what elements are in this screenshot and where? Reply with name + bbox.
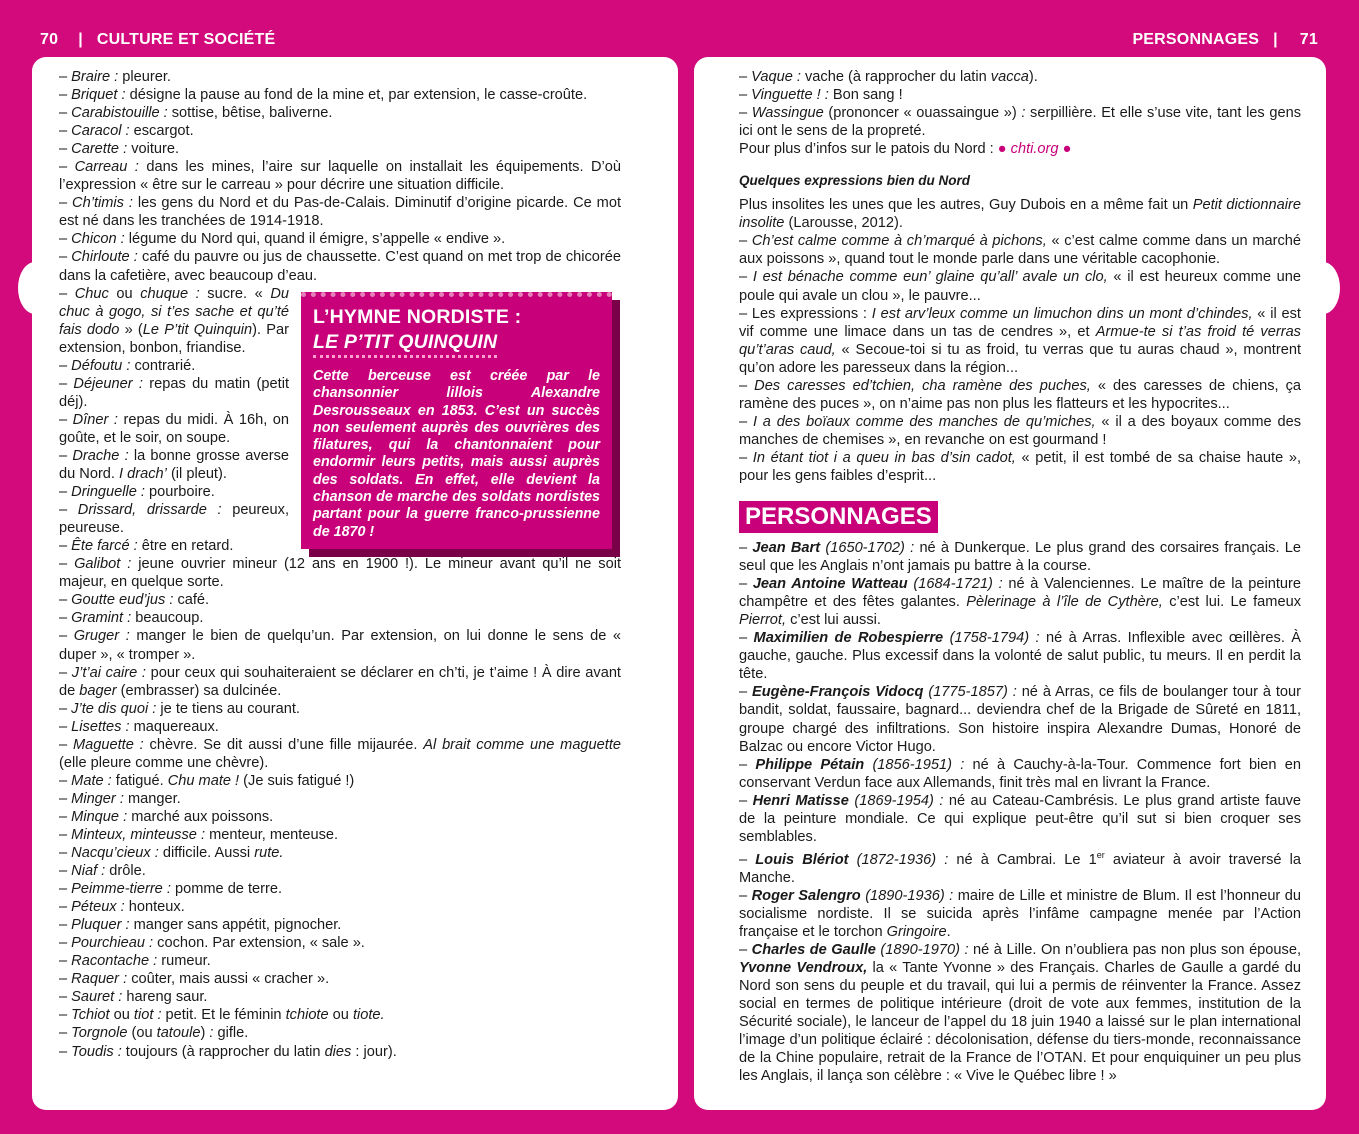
left-column: – Braire : pleurer. – Briquet : désigne la pause au fond de la mine et, par extension, le casse-croûte. – Carabistouille : sottise, bêtise, baliverne. – Caracol : escargot. – Carette : voiture. – Carreau : dans les mines, l’aire sur laquelle on installait les équipements. D’où l’expression « être sur le carreau » pour décrire une situation difficile. – Ch’timis : les gens du Nord et du Pas-de-Calais. Diminutif d’origine picarde. Ce mot est né dans les tranchées de 1914-1918. – Chicon : légume du Nord qui, quand il émigre, s’appelle « endive ». – Chirloute : café du pauvre ou jus de chaussette. C’est quand on met trop de chicorée dans la cafetière, avec beaucoup d’eau. – Chuc ou chuque : sucre. « Du chuc à gogo, si t’es sache et qu’té fais dodo » (Le P’tit Quinquin). Par extension, bonbon, friandise. – Défoutu : contrarié. – Déjeuner : repas du matin (petit déj). – Dîner : repas du midi. À 16h, on goûte, et le soir, on soupe. – Drache : la bonne grosse averse du Nord. I drach’ (il pleut). – Dringuelle : pourboire. – Drissard, drissarde : peureux, peureuse. – Ête farcé : être en retard. – Galibot : jeune ouvrier mineur (12 ans en 1900 !). Le mineur avant qu’il ne soit majeur, en quelque sorte. – Goutte eud’jus : café. – Gramint : beaucoup. – Gruger : manger le bien de quelqu’un. Par extension, on lui donne le sens de « duper », « tromper ». – J’t’ai caire : pour ceux qui souhaiteraient se déclarer en ch’ti, je t’aime ! À dire avant de bager (embrasser) sa dulcinée. – J’te dis quoi : je te tiens au courant. – Lisettes : maquereaux. – Maguette : chèvre. Se dit aussi d’une fille mijaurée. Al brait comme une maguette (elle pleure comme une chèvre). – Mate : fatigué. Chu mate ! (Je suis fatigué !) – Minger : manger. – Minque : marché aux poissons. – Minteux, minteusse : menteur, menteuse. – Nacqu’cieux : difficile. Aussi rute. – Niaf : drôle. – Peimme-tierre : pomme de terre. – Péteux : honteux. – Pluquer : manger sans appétit, pignocher. – Pourchieau : cochon. Par extension, « sale ». – Racontache : rumeur. – Raquer : coûter, mais aussi « cracher ». – Sauret : hareng saur. – Tchiot ou tiot : petit. Et le féminin tchiote ou tiote. – Torgnole (ou tatoule) : gifle. – Toudis : toujours (à rapprocher du latin dies : jour).	[59, 69, 622, 1060]
left-running-title: CULTURE ET SOCIÉTÉ	[96, 31, 276, 48]
right-page-number: 71	[1299, 31, 1318, 48]
header-right: PERSONNAGES | 71	[1132, 31, 1318, 48]
expressions-subhead: Quelques expressions bien du Nord	[739, 173, 971, 189]
right-column: – Vaque : vache (à rapprocher du latin vacca). – Vinguette ! : Bon sang ! – Wassingue (prononcer « ouassaingue ») : serpillière. Et elle s’use vite, tant les gens ici ont le sens de la propreté. Pour plus d’infos sur le patois du Nord : ● chti.org ● Quelques expressions bien du Nord Plus insolites les unes que les autres, Guy Dubois en a même fait un Petit dictionnaire insolite (Larousse, 2012). – Ch’est calme comme à ch’marqué à pichons, « c’est calme comme dans un marché aux poissons », quand tout le monde parle dans une véritable cacophonie. – I est bénache comme eun’ glaine qu’all’ avale un clo, « il est heureux comme une poule qui avale un clou », le pauvre... – Les expressions : I est arv’leux comme un limuchon dins un mont d’chindes, « il est vif comme une limace dans un tas de cendres », et Armue-te si t’as froid té verras qu’t’aras caud, « Secoue-toi si tu as froid, tu verras que tu auras chaud », montrent qu’on adore les paresseux dans la région... – Des caresses ed’tchien, cha ramène des puches, « des caresses de chiens, ça ramène des puces », on n’aime pas non plus les flatteurs et les hypocrites... – I a des boïaux comme des manches de qu’miches, « il a des boyaux comme des manches de chemises », en revanche on est gourmand ! – In étant tiot i a queu in bas d’sin cadot, « petit, il est tombé de sa chaise haute », pour les gens faibles d’esprit... PERSONNAGES – Jean Bart (1650-1702) : né à Dunkerque. Le plus grand des corsaires français. Le seul que les Anglais n’ont jamais pu battre à la course. – Jean Antoine Watteau (1684-1721) : né à Valenciennes. Le maître de la peinture champêtre et des fêtes galantes. Pèlerinage à l’île de Cythère, c’est lui. Le fameux Pierrot, c’est lui aussi. – Maximilien de Robespierre (1758-1794) : né à Arras. Inflexible avec œillères. À gauche, gauche. Plus excessif dans la volonté de salut public, tu meurs. Il en perdit la tête. – Eugène-François Vidocq (1775-1857) : né à Arras, ce fils de boulanger tour à tour bandit, soldat, faussaire, bagnard... deviendra chef de la Brigade de Sûreté en 1811, groupe chargé des infiltrations. Son histoire inspira Alexandre Dumas, Honoré de Balzac ou encore Victor Hugo. – Philippe Pétain (1856-1951) : né à Cauchy-à-la-Tour. Commence fort bien en conservant Verdun face aux Allemands, finit très mal en livrant la France. – Henri Matisse (1869-1954) : né au Cateau-Cambrésis. Le plus grand artiste fauve de la peinture mondiale. Ce qui explique peut-être qu’il sut si bien croquer ses semblables. – Louis Blériot (1872-1936) : né à Cambrai. Le 1er aviateur à avoir traversé la Manche. – Roger Salengro (1890-1936) : maire de Lille et ministre de Blum. Il est l’honneur du socialisme nordiste. Il se suicida après l’infâme campagne menée par l’Action française et le torchon Gringoire. – Charles de Gaulle (1890-1970) : né à Lille. On n’oubliera pas non plus son épouse, Yvonne Vendroux, la « Tante Yvonne » des Français. Charles de Gaulle a gardé du Nord son sens du peuple et du travail, qui lui a permis de réinventer la France. Assez social en termes de politique intérieure (droit de vote aux femmes, institution de la Sécurité sociale), le lanceur de l’appel du 18 juin 1940 a laissé sur le plan international l’image d’un politique éclairé : décolonisation, défense du tiers-monde, reconnaissance de la Chine populaire, retrait de la France de l’OTAN. Et pour enquiquiner un peu plus les Anglais, il lança son célèbre : « Vive le Québec libre ! »	[739, 69, 1302, 1085]
hymne-box	[301, 292, 612, 549]
page-notch	[18, 262, 52, 314]
page-notch	[1306, 262, 1340, 314]
chti-link[interactable]: chti.org	[1010, 141, 1059, 158]
left-page-number: 70	[40, 31, 59, 48]
box-body: Cette berceuse est créée par le chansonnier lillois Alexandre Desrousseaux en 1853. C’est un succès non seulement auprès des ouvrières des filatures, qui la chantonnaient pour endormir leurs petits, mais aussi auprès des soldats. En effet, elle devient la chanson de marche des soldats nordistes partant pour la guerre franco-prussienne de 1870 !	[313, 368, 600, 540]
right-running-title: PERSONNAGES	[1132, 31, 1260, 48]
section-title-personnages: PERSONNAGES	[739, 501, 938, 533]
box-title: L’HYMNE NORDISTE : LE P’TIT QUINQUIN	[313, 305, 600, 358]
header-left: 70 | CULTURE ET SOCIÉTÉ	[40, 31, 276, 48]
